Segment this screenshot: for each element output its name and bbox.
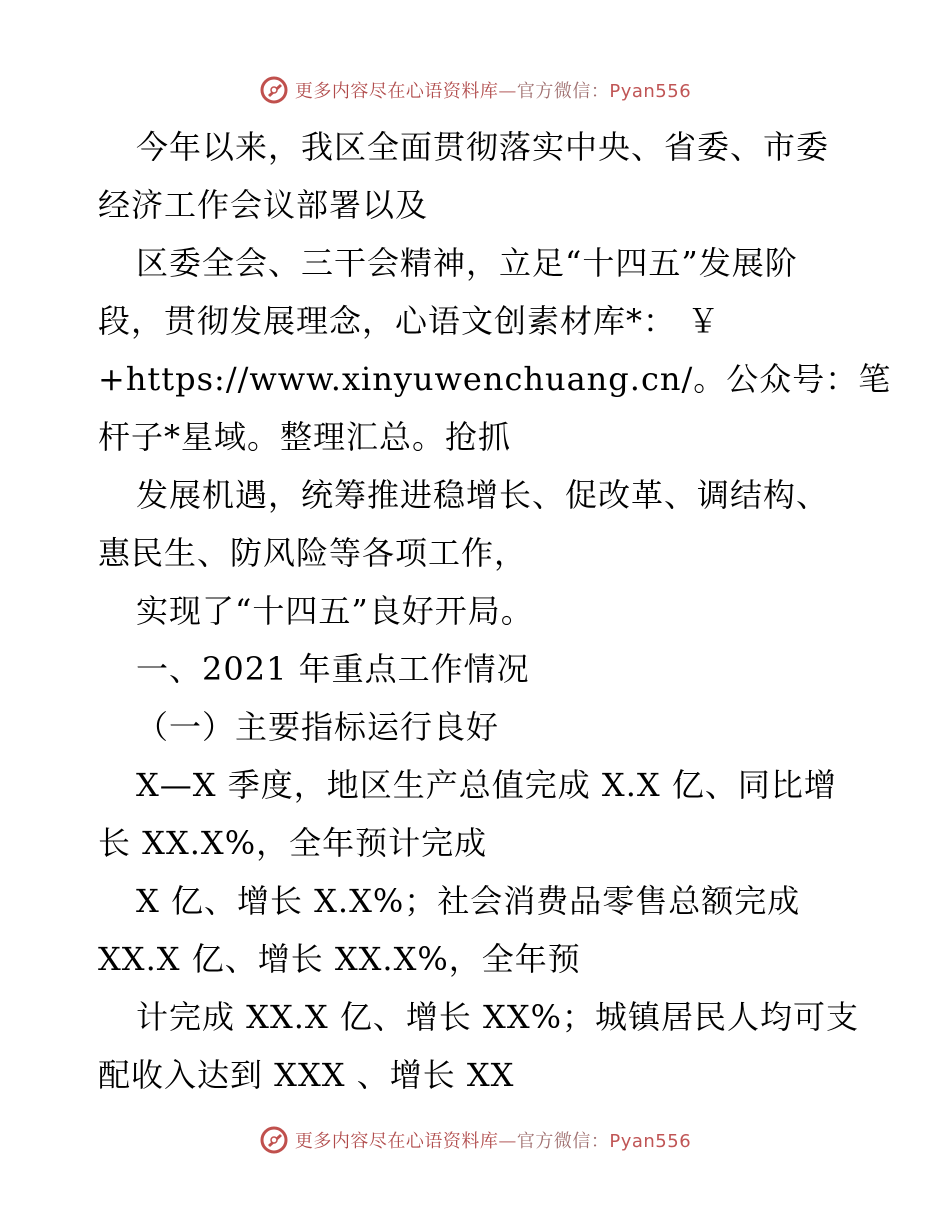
paragraph-line: 发展机遇，统筹推进稳增长、促改革、调结构、 (136, 476, 830, 514)
banner-separator: — (498, 1131, 517, 1152)
logo-icon (259, 1125, 289, 1155)
banner-sub-text: 官方微信： (516, 81, 610, 102)
paragraph-line: 区委全会、三干会精神，立足“十四五”发展阶 (136, 244, 798, 282)
banner-separator: — (498, 81, 517, 102)
banner-text (295, 1127, 691, 1153)
paragraph-line: 今年以来，我区全面贯彻落实中央、省委、市委 (136, 128, 830, 166)
footer-banner (0, 1120, 950, 1160)
paragraph-line: 杆子*星域。整理汇总。抢抓 (98, 418, 512, 456)
banner-wechat-id: Pyan556 (609, 81, 692, 102)
header-banner (0, 70, 950, 110)
logo-icon (259, 75, 289, 105)
paragraph-line: 配收入达到 XXX 、增长 XX (98, 1056, 515, 1094)
paragraph-line: 段，贯彻发展理念，心语文创素材库*： ￥ (98, 302, 721, 340)
paragraph-line: X—X 季度，地区生产总值完成 X.X 亿、同比增 (136, 766, 837, 804)
paragraph-line: 计完成 XX.X 亿、增长 XX%；城镇居民人均可支 (136, 998, 860, 1036)
paragraph-line: X 亿、增长 X.X%；社会消费品零售总额完成 (136, 882, 801, 920)
paragraph-line: 实现了“十四五”良好开局。 (136, 592, 534, 630)
banner-main-text: 更多内容尽在心语资料库 (294, 1131, 499, 1152)
banner-sub-text: 官方微信： (516, 1131, 610, 1152)
paragraph-line: 惠民生、防风险等各项工作， (98, 534, 528, 572)
paragraph-line: 经济工作会议部署以及 (98, 186, 429, 224)
section-heading: 一、2021 年重点工作情况 (136, 650, 530, 688)
banner-text (295, 77, 691, 103)
paragraph-line: +https://www.xinyuwenchuang.cn/。公众号：笔 (98, 360, 892, 398)
banner-main-text: 更多内容尽在心语资料库 (294, 81, 499, 102)
paragraph-line: XX.X 亿、增长 XX.X%，全年预 (98, 940, 581, 978)
document-body (98, 118, 892, 1104)
paragraph-line: 长 XX.X%，全年预计完成 (98, 824, 488, 862)
banner-wechat-id: Pyan556 (609, 1131, 692, 1152)
subsection-heading: （一）主要指标运行良好 (136, 708, 500, 746)
